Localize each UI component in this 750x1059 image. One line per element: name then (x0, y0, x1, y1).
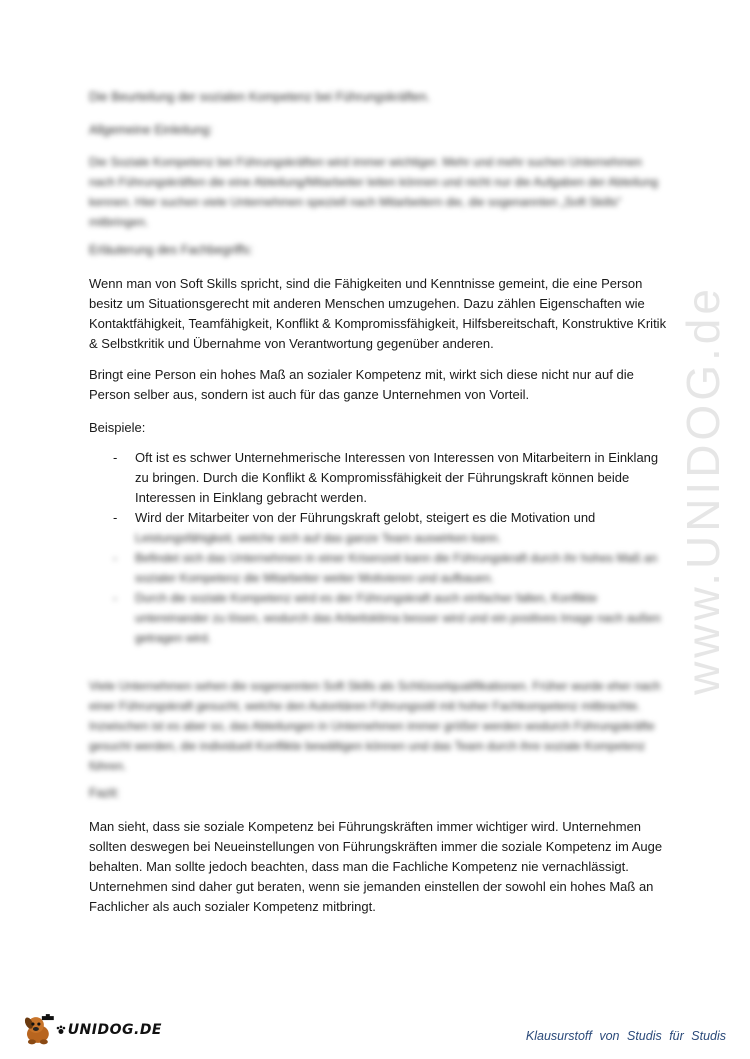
bullet-dash: - (113, 551, 117, 565)
term-heading: Erläuterung des Fachbegriffs: (89, 243, 253, 257)
document-title: Die Beurteilung der sozialen Kompetenz bei Führungskräften. (89, 90, 431, 104)
list-item-text: Oft ist es schwer Unternehmerische Interessen von Interessen von Mitarbeitern in Einklang zu bringen. Durch die Konflikt & Kompromissfähigkeit der Führungskraft können beide Interessen in Einklang gebracht werden. (135, 450, 659, 505)
examples-list (89, 448, 669, 648)
dog-icon (22, 1014, 56, 1046)
list-item (89, 508, 669, 548)
intro-text: Die Soziale Kompetenz bei Führungskräften wird immer wichtiger. Mehr und mehr suchen Unternehmen nach Führungskräften die eine Abteilung/Mitarbeiter leiten können und nicht nur die Aufgaben der Abteilung kennen. Hier suchen viele Unternehmen speziell nach Mitarbeitern die, die sogenannten „Soft Skills“ mitbringen. (89, 155, 659, 229)
list-item (89, 588, 669, 648)
soft-skills-paragraph (89, 274, 669, 354)
bullet-dash: - (113, 450, 118, 465)
intro-heading: Allgemeine Einleitung: (89, 123, 213, 137)
watermark (658, 250, 748, 730)
list-item-text: Befindet sich das Unternehmen in einer Krisenzeit kann die Führungskraft durch ihr hohes Maß an sozialer Kompetenz die Mitarbeiter weiter Motivieren und aufbauen. (135, 551, 658, 585)
list-item-text-blurred: Leistungsfähigkeit, welche sich auf das ganze Team auswirken kann. (135, 531, 501, 545)
intro-paragraph (89, 152, 669, 232)
logo-text: UNIDOG.DE (67, 1022, 162, 1038)
examples-label: Beispiele: (89, 420, 146, 435)
list-item-text: Durch die soziale Kompetenz wird es der Führungskraft auch einfacher fallen, Konflikte untereinander zu lösen, wodurch das Arbeitsklima besser wird und ein positives Image nach außen getragen wird. (135, 591, 661, 645)
fazit-heading: Fazit: (89, 786, 120, 800)
paragraph-definition: Wenn man von Soft Skills spricht, sind die Fähigkeiten und Kenntnisse gemeint, die eine Person besitz um Situationsgerecht mit anderen Menschen umzugehen. Dazu zählen Eigenschaften wie Kontaktfähigkeit, Teamfähigkeit, Konflikt & Kompromissfähigkeit, Hilfsbereitschaft, Konstruktive Kritik & Selbstkritik und Übernahme von Verantwortung gegenüber anderen. (89, 276, 667, 351)
paragraph-conclusion: Man sieht, dass sie soziale Kompetenz bei Führungskräften immer wichtiger wird. Unternehmen sollten deswegen bei Neueinstellungen von Führungskräften immer die soziale Kompetenz im Auge behalten. Man sollte jedoch beachten, dass man die Fachliche Kompetenz nie vernachlässigt. Unternehmen sind daher gut beraten, wenn sie jemanden einstellen der sowohl ein hohes Maß an Fachlicher als auch sozialer Kompetenz mitbringt. (89, 819, 663, 914)
footer-tagline: Klausurstoff von Studis für Studis (525, 1029, 726, 1043)
watermark-text: www.UNIDOG.de (677, 285, 730, 695)
list-item (89, 448, 669, 508)
soft-skills-trend-paragraph (89, 676, 669, 776)
list-item (89, 548, 669, 588)
benefit-paragraph (89, 365, 669, 405)
paragraph-benefit: Bringt eine Person ein hohes Maß an sozialer Kompetenz mit, wirkt sich diese nicht nur auf die Person selber aus, sondern ist auch für das ganze Unternehmen von Vorteil. (89, 367, 634, 402)
bullet-dash: - (113, 591, 117, 605)
conclusion-paragraph (89, 817, 669, 917)
paragraph-trend: Viele Unternehmen sehen die sogenannten Soft Skills als Schlüsselqualifikationen. Früher wurde eher nach einer Führungskraft gesucht, welche den Autoritären Führungsstil mit hoher Fachkompetenz mitbrachte. Inzwischen ist es aber so, das Abteilungen in Unternehmen immer größer werden wodurch Führungskräfte gesucht werden, die individuell Konflikte bewältigen können und das Team durch ihre soziale Kompetenz führen. (89, 679, 661, 773)
paw-icon (56, 1025, 66, 1035)
unidog-logo[interactable] (22, 1012, 162, 1048)
bullet-dash: - (113, 510, 118, 525)
list-item-text: Wird der Mitarbeiter von der Führungskraft gelobt, steigert es die Motivation und (135, 510, 596, 525)
